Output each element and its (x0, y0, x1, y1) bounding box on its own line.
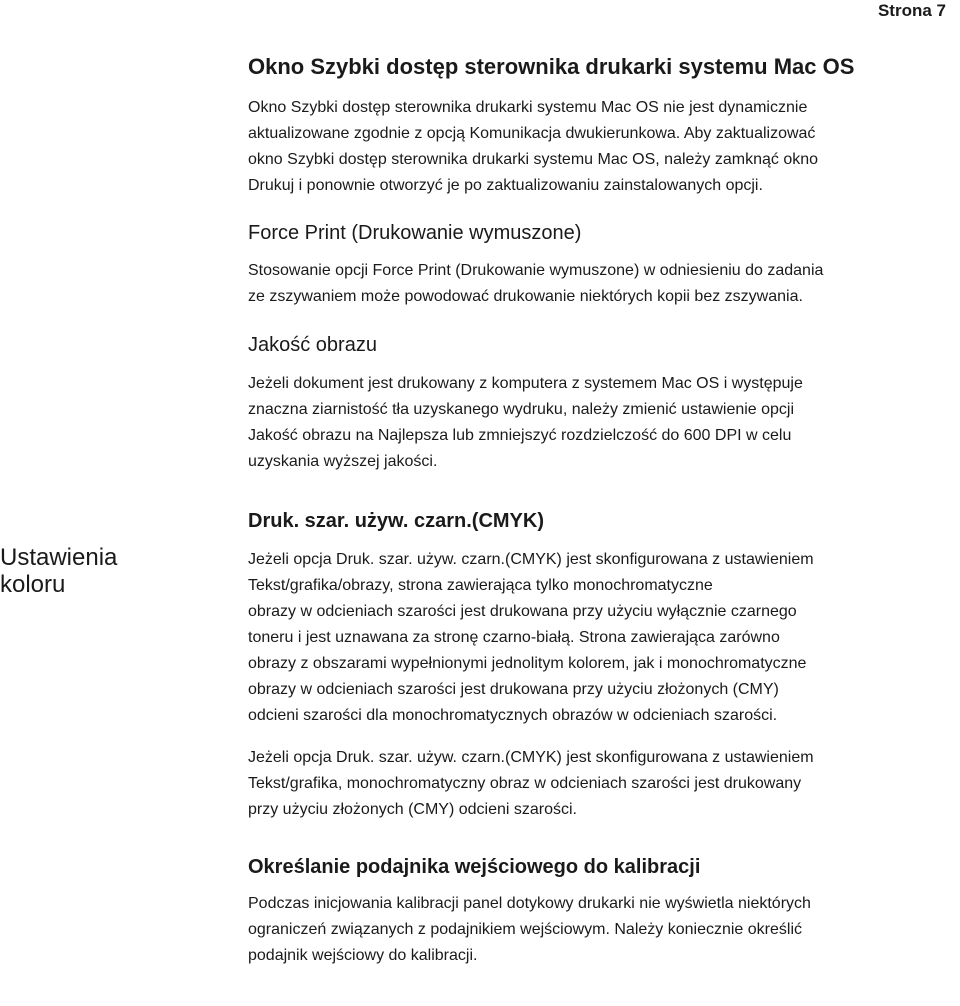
section-paragraph (248, 258, 960, 310)
paragraph-line: Podczas inicjowania kalibracji panel dotykowy drukarki nie wyświetla niektórych (248, 895, 811, 912)
section-heading: Force Print (Drukowanie wymuszone) (248, 222, 582, 244)
section-paragraph (248, 371, 960, 475)
paragraph-line: ze zszywaniem może powodować drukowanie niektórych kopii bez zszywania. (248, 288, 803, 305)
paragraph-line: obrazy z obszarami wypełnionymi jednolitym kolorem, jak i monochromatyczne (248, 655, 807, 672)
section-paragraph (248, 95, 960, 199)
paragraph-line: aktualizowane zgodnie z opcją Komunikacja dwukierunkowa. Aby zaktualizować (248, 125, 816, 142)
section-mac-os-quick-access (248, 52, 960, 199)
section-heading: Druk. szar. używ. czarn.(CMYK) (248, 510, 544, 532)
paragraph-line: uzyskania wyższej jakości. (248, 453, 438, 470)
section-cmyk-gray (248, 507, 960, 823)
section-force-print (248, 219, 960, 310)
paragraph-line: Jeżeli opcja Druk. szar. używ. czarn.(CMYK) jest skonfigurowana z ustawieniem (248, 749, 814, 766)
section-heading: Określanie podajnika wejściowego do kalibracji (248, 856, 701, 878)
paragraph-line: Tekst/grafika, monochromatyczny obraz w odcieniach szarości jest drukowany (248, 775, 802, 792)
paragraph-line: podajnik wejściowy do kalibracji. (248, 947, 478, 964)
paragraph-line: Jakość obrazu na Najlepsza lub zmniejszyć rozdzielczość do 600 DPI w celu (248, 427, 792, 444)
paragraph-line: Tekst/grafika/obrazy, strona zawierająca tylko monochromatyczne (248, 577, 713, 594)
paragraph-line: znaczna ziarnistość tła uzyskanego wydruku, należy zmienić ustawienie opcji (248, 401, 795, 418)
paragraph-line: obrazy w odcieniach szarości jest drukowana przy użyciu wyłącznie czarnego (248, 603, 797, 620)
paragraph-line: Jeżeli opcja Druk. szar. używ. czarn.(CMYK) jest skonfigurowana z ustawieniem (248, 551, 814, 568)
sidebar-heading (0, 544, 200, 598)
paragraph-line: Okno Szybki dostęp sterownika drukarki systemu Mac OS nie jest dynamicznie (248, 99, 808, 116)
sidebar-heading-line: koloru (0, 571, 66, 598)
paragraph-line: okno Szybki dostęp sterownika drukarki systemu Mac OS, należy zamknąć okno (248, 151, 819, 168)
page-number: Strona 7 (877, 1, 946, 20)
document-content (248, 52, 960, 969)
paragraph-line: odcieni szarości dla monochromatycznych obrazów w odcieniach szarości. (248, 707, 778, 724)
section-paragraph (248, 547, 960, 729)
section-image-quality (248, 331, 960, 475)
section-paragraph (248, 745, 960, 823)
section-heading: Jakość obrazu (248, 334, 377, 356)
paragraph-line: toneru i jest uznawana za stronę czarno-białą. Strona zawierająca zarówno (248, 629, 780, 646)
section-heading: Okno Szybki dostęp sterownika drukarki systemu Mac OS (248, 54, 855, 79)
paragraph-line: obrazy w odcieniach szarości jest drukowana przy użyciu złożonych (CMY) (248, 681, 779, 698)
section-paragraph (248, 891, 960, 969)
paragraph-line: Drukuj i ponownie otworzyć je po zaktualizowaniu zainstalowanych opcji. (248, 177, 763, 194)
paragraph-line: przy użyciu złożonych (CMY) odcieni szarości. (248, 801, 577, 818)
section-calibration-tray (248, 853, 960, 969)
sidebar-heading-line: Ustawienia (0, 544, 118, 571)
paragraph-line: Jeżeli dokument jest drukowany z komputera z systemem Mac OS i występuje (248, 375, 803, 392)
paragraph-line: Stosowanie opcji Force Print (Drukowanie wymuszone) w odniesieniu do zadania (248, 262, 824, 279)
paragraph-line: ograniczeń związanych z podajnikiem wejściowym. Należy koniecznie określić (248, 921, 803, 938)
